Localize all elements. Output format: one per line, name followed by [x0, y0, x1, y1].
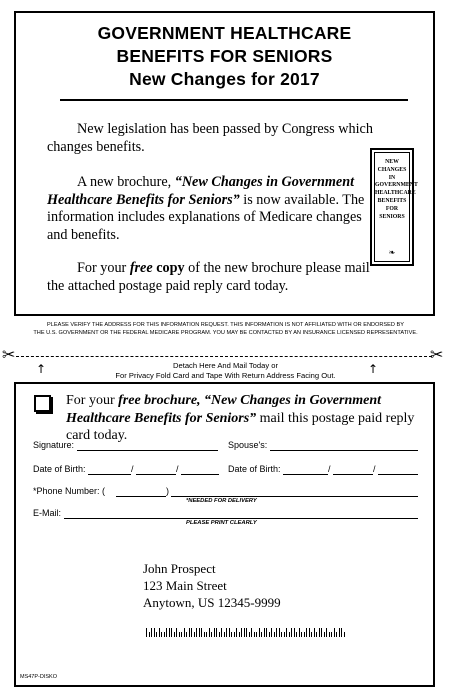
dob-year-field[interactable] — [181, 474, 219, 475]
barcode-bar — [196, 628, 197, 637]
barcode-bar — [281, 632, 282, 637]
phone-note: *NEEDED FOR DELIVERY — [186, 498, 257, 504]
signature-label: Signature: — [33, 440, 75, 450]
barcode-bar — [224, 632, 225, 637]
card-intro-text: For your free brochure, “New Changes in Government Healthcare Benefits for Seniors” mail this postage paid reply card today. — [66, 393, 415, 443]
recipient-name: John Prospect — [143, 561, 216, 576]
barcode-bar — [331, 632, 332, 637]
barcode-bar — [211, 632, 212, 637]
barcode-bar — [221, 628, 222, 637]
arrow-up-left-icon: ↑ — [36, 362, 47, 376]
barcode-bar — [314, 628, 315, 637]
barcode-bar — [186, 632, 187, 637]
barcode-bar — [244, 628, 245, 637]
email-label: E-Mail: — [33, 508, 62, 518]
barcode-bar — [304, 632, 305, 637]
barcode-bar — [274, 632, 275, 637]
barcode-bar — [151, 628, 152, 637]
barcode-bar — [256, 632, 257, 637]
barcode-bar — [284, 632, 285, 637]
barcode-bar — [339, 628, 340, 637]
barcode-bar — [239, 632, 240, 637]
cut-line — [16, 356, 432, 357]
disclaimer-line-1: PLEASE VERIFY THE ADDRESS FOR THIS INFORMATION REQUEST. THIS INFORMATION IS NOT AFFILIATED WITH OR ENDORSED BY — [47, 322, 404, 328]
barcode-bar — [194, 632, 195, 637]
dob-day-field[interactable] — [136, 474, 176, 475]
barcode-bar — [191, 628, 192, 637]
barcode-bar — [164, 632, 165, 637]
spouse-dob-label: Date of Birth: — [228, 464, 281, 474]
headline-line-3: New Changes for 2017 — [129, 69, 320, 89]
detach-instruction-2: For Privacy Fold Card and Tape With Return Address Facing Out. — [115, 371, 336, 380]
barcode-bar — [174, 632, 175, 637]
barcode-bar — [226, 628, 227, 637]
barcode-bar — [324, 632, 325, 637]
barcode-bar — [246, 628, 247, 637]
spouse-dob-separator-1: / — [328, 464, 331, 474]
dob-separator-2: / — [176, 464, 179, 474]
barcode-bar — [301, 632, 302, 637]
recipient-city: Anytown, US 12345-9999 — [143, 595, 281, 610]
phone-label: *Phone Number: ( — [33, 486, 106, 496]
phone-area-code-field[interactable] — [116, 496, 166, 497]
request-checkbox[interactable] — [34, 395, 51, 412]
disclaimer-line-2: THE U.S. GOVERNMENT OR THE FEDERAL MEDICARE PROGRAM. YOU MAY BE CONTACTED BY AN INSURANCE LICENSED REPRESENTATIVE. — [33, 330, 418, 336]
recipient-street: 123 Main Street — [143, 578, 227, 593]
barcode-bar — [199, 628, 200, 637]
dob-label: Date of Birth: — [33, 464, 86, 474]
email-note: PLEASE PRINT CLEARLY — [186, 520, 257, 526]
barcode-bar — [259, 628, 260, 637]
barcode-bar — [159, 628, 160, 637]
paragraph-free-copy: For your free copy of the new brochure please mail the attached postage paid reply card today. — [47, 260, 370, 294]
barcode-bar — [296, 632, 297, 637]
reply-card — [14, 382, 435, 687]
barcode-bar — [299, 628, 300, 637]
barcode-bar — [176, 628, 177, 637]
barcode-bar — [326, 628, 327, 637]
barcode-bar — [264, 628, 265, 637]
dob-month-field[interactable] — [88, 474, 131, 475]
brochure-booklet-frame — [374, 152, 418, 262]
arrow-up-right-icon: ↑ — [368, 362, 379, 376]
copy-word: copy — [152, 260, 185, 276]
barcode-bar — [266, 628, 267, 637]
barcode-bar — [234, 632, 235, 637]
barcode-bar — [184, 628, 185, 637]
barcode-bar — [154, 628, 155, 637]
barcode-bar — [166, 628, 167, 637]
signature-field[interactable] — [77, 450, 218, 451]
barcode-bar — [311, 632, 312, 637]
barcode-bar — [341, 628, 342, 637]
barcode-bar — [344, 632, 345, 637]
scissors-left-icon: ✂ — [2, 345, 16, 364]
barcode-bar — [289, 632, 290, 637]
barcode-bar — [206, 632, 207, 637]
barcode-bar — [254, 632, 255, 637]
barcode-bar — [251, 628, 252, 637]
headline-divider — [60, 99, 408, 101]
barcode-bar — [156, 632, 157, 637]
barcode-bar — [161, 632, 162, 637]
barcode-bar — [316, 632, 317, 637]
headline-line-1: GOVERNMENT HEALTHCARE — [97, 23, 352, 43]
phone-number-field[interactable] — [171, 496, 418, 497]
barcode-bar — [204, 632, 205, 637]
card-brochure-title: free brochure, “New Changes in Government Healthcare Benefits for Seniors” — [66, 393, 382, 426]
scissors-right-icon: ✂ — [430, 345, 444, 364]
barcode-bar — [261, 632, 262, 637]
barcode-bar — [309, 628, 310, 637]
phone-paren: ) — [166, 486, 169, 496]
barcode-bar — [181, 632, 182, 637]
barcode-bar — [179, 632, 180, 637]
detach-instruction-1: Detach Here And Mail Today or — [173, 361, 278, 370]
barcode-bar — [271, 628, 272, 637]
barcode-bar — [146, 628, 147, 637]
spouse-signature-field[interactable] — [270, 450, 418, 451]
barcode-bar — [334, 628, 335, 637]
dob-separator-1: / — [131, 464, 134, 474]
barcode-bar — [276, 628, 277, 637]
ornament-icon: ❧ — [388, 248, 396, 257]
paragraph-brochure: A new brochure, “New Changes in Government Healthcare Benefits for Seniors” is now available. The information includes explanations of Medicare changes and benefits. — [47, 174, 365, 243]
brochure-title: “New Changes in Government Healthcare Benefits for Seniors” — [47, 174, 355, 208]
barcode-bar — [329, 632, 330, 637]
barcode-bar — [231, 632, 232, 637]
free-word: free — [129, 260, 153, 276]
barcode-bar — [216, 628, 217, 637]
barcode-bar — [149, 632, 150, 637]
booklet-title: NEW CHANGES IN GOVERNMENT HEALTHCARE BENEFITS FOR SENIORS — [375, 159, 418, 220]
barcode-bar — [241, 628, 242, 637]
spouse-dob-month-field[interactable] — [283, 474, 328, 475]
barcode-bar — [319, 628, 320, 637]
barcode-bar — [209, 628, 210, 637]
barcode-bar — [214, 628, 215, 637]
barcode-bar — [336, 632, 337, 637]
barcode-bar — [189, 628, 190, 637]
barcode-bar — [229, 628, 230, 637]
headline-line-2: BENEFITS FOR SENIORS — [116, 46, 333, 66]
barcode-bar — [219, 632, 220, 637]
brochure-booklet-image — [370, 148, 418, 266]
barcode-bar — [321, 628, 322, 637]
barcode-bar — [291, 628, 292, 637]
form-code: MS47P-DISKO — [20, 674, 57, 680]
barcode-bar — [236, 628, 237, 637]
spouse-dob-separator-2: / — [373, 464, 376, 474]
barcode-bar — [279, 628, 280, 637]
barcode-bar — [249, 632, 250, 637]
barcode-bar — [201, 628, 202, 637]
barcode-bar — [286, 628, 287, 637]
barcode-bar — [171, 628, 172, 637]
email-field[interactable] — [64, 518, 418, 519]
spouse-label: Spouse's: — [228, 440, 268, 450]
barcode-bar — [269, 632, 270, 637]
spouse-dob-day-field[interactable] — [333, 474, 373, 475]
barcode-bar — [294, 628, 295, 637]
spouse-dob-year-field[interactable] — [378, 474, 418, 475]
barcode-bar — [169, 628, 170, 637]
barcode-bar — [306, 628, 307, 637]
paragraph-legislation: New legislation has been passed by Congress which changes benefits. — [47, 121, 373, 155]
